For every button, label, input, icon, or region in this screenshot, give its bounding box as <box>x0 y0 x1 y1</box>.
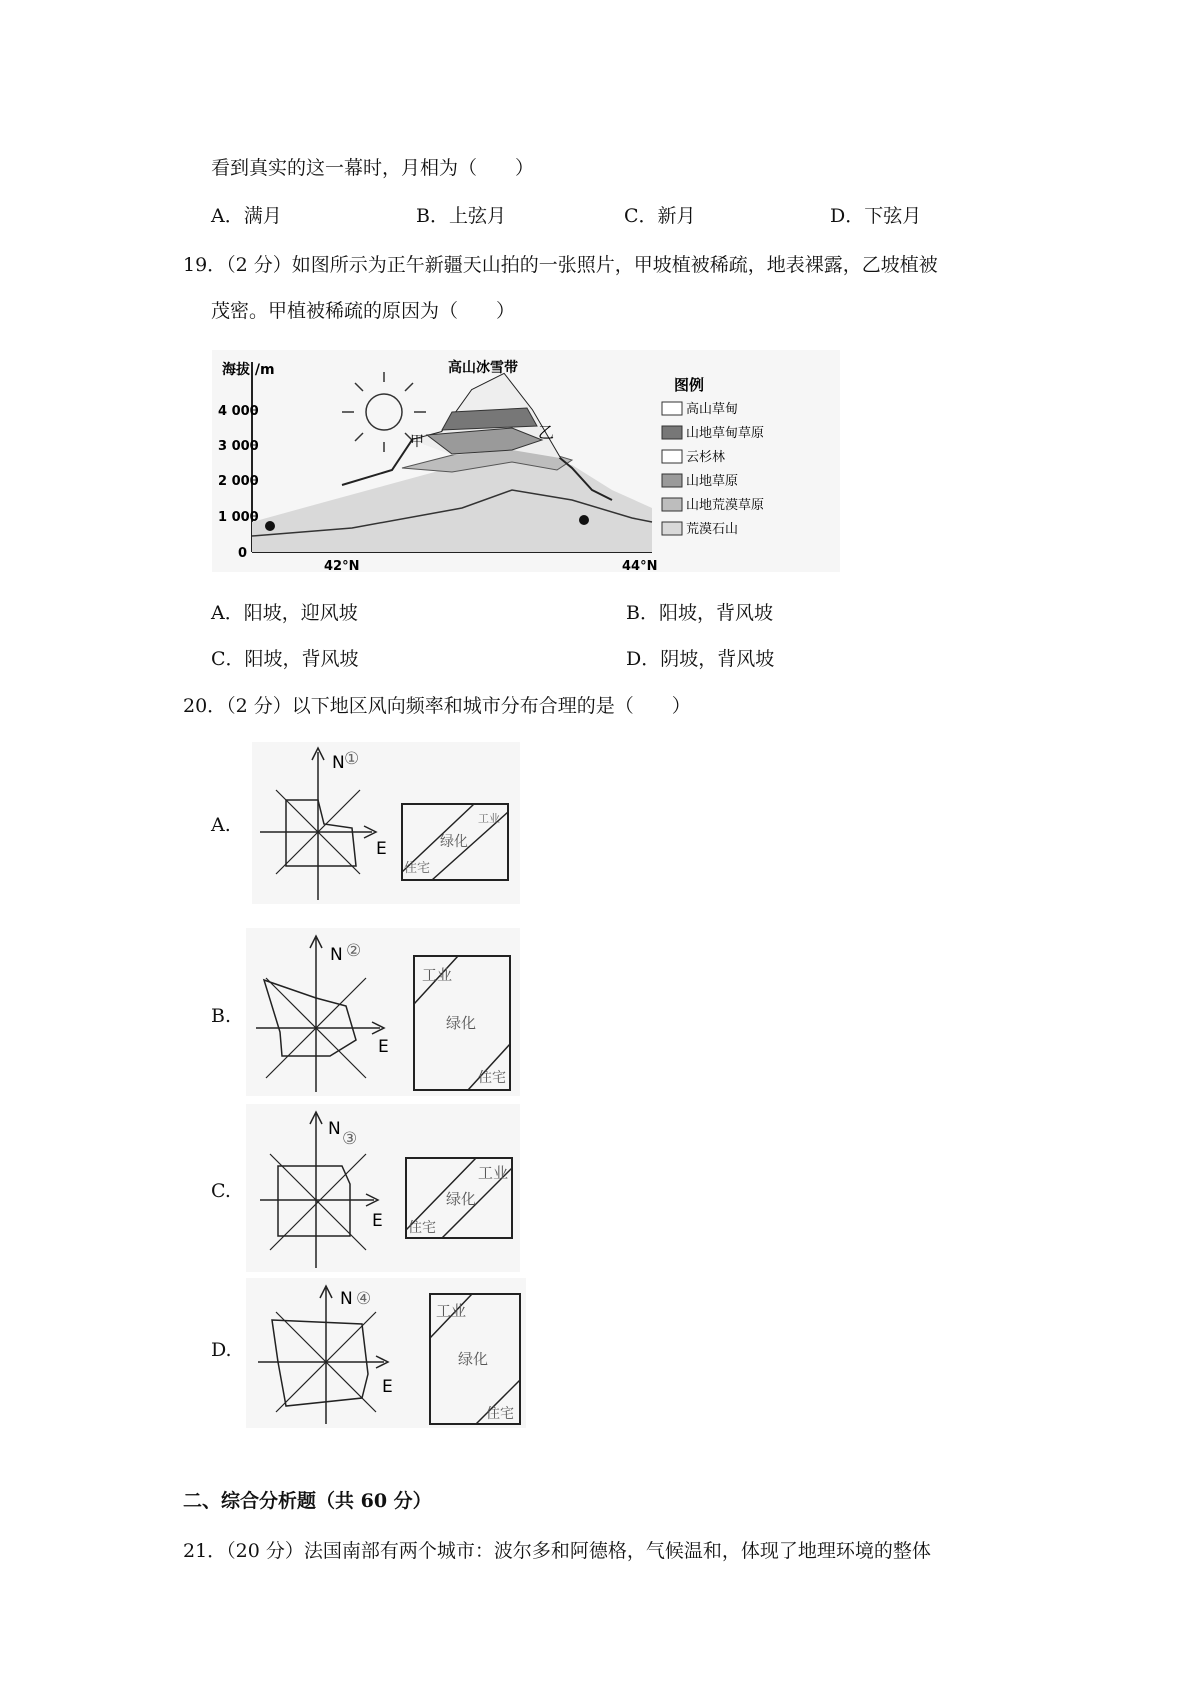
zone-residential: 住宅 <box>404 861 431 876</box>
zone-industry: 工业 <box>478 812 500 825</box>
q21-stem-line1: 21．（20 分）法国南部有两个城市：波尔多和阿德格，气候温和，体现了地理环境的整体 <box>183 1540 931 1562</box>
zone-industry: 工业 <box>478 1164 509 1182</box>
y-axis-label: 海拔 /m <box>222 362 275 378</box>
zone-residential: 住宅 <box>486 1406 514 1422</box>
q18-option-c: C．新月 <box>624 205 696 227</box>
legend-desert-rock: 荒漠石山 <box>686 522 739 537</box>
q19-option-a: A．阳坡，迎风坡 <box>211 602 358 624</box>
legend-title: 图例 <box>674 376 705 394</box>
section-2-title: 二、综合分析题（共 60 分） <box>183 1490 432 1512</box>
slope-b-label: 乙 <box>538 423 555 442</box>
x-tick-44n: 44°N <box>622 559 658 572</box>
y-tick-2000: 2 000 <box>218 474 259 489</box>
q18-option-d: D．下弦月 <box>830 205 922 227</box>
zone-residential: 住宅 <box>478 1070 506 1086</box>
q18-option-b: B．上弦月 <box>416 205 506 227</box>
q20-stem: 20．（2 分）以下地区风向频率和城市分布合理的是（ ） <box>183 695 691 717</box>
legend-alpine-meadow: 高山草甸 <box>686 402 739 417</box>
y-tick-0: 0 <box>238 546 248 561</box>
q20-option-a-figure <box>252 742 520 904</box>
q18-continuation: 看到真实的这一幕时，月相为（ ） <box>211 157 535 179</box>
q19-figure <box>212 350 840 572</box>
q20-option-b-label: B. <box>211 1005 232 1027</box>
east-label: E <box>378 1037 389 1057</box>
diagram-number: ③ <box>342 1129 358 1149</box>
east-label: E <box>382 1377 393 1397</box>
zone-green: 绿化 <box>458 1350 489 1368</box>
q20-option-b-figure <box>246 928 520 1096</box>
zone-industry: 工业 <box>422 966 453 984</box>
y-tick-3000: 3 000 <box>218 439 259 454</box>
river-right-icon <box>579 515 589 525</box>
north-label: N <box>332 753 345 773</box>
q18-option-a: A．满月 <box>211 205 282 227</box>
q19-stem-line1: 19．（2 分）如图所示为正午新疆天山拍的一张照片，甲坡植被稀疏，地表裸露，乙坡植被 <box>183 254 938 276</box>
peak-label: 高山冰雪带 <box>448 360 518 376</box>
q20-option-d-figure <box>246 1278 526 1428</box>
north-label: N <box>328 1119 341 1139</box>
y-tick-4000: 4 000 <box>218 404 259 419</box>
zone-residential: 住宅 <box>408 1220 436 1236</box>
q20-option-c-figure <box>246 1104 520 1272</box>
diagram-number: ② <box>346 941 362 961</box>
q19-stem-line2: 茂密。甲植被稀疏的原因为（ ） <box>211 300 516 322</box>
legend-mountain-steppe: 山地草原 <box>686 474 739 489</box>
zone-industry: 工业 <box>436 1302 467 1320</box>
east-label: E <box>372 1211 383 1231</box>
q20-option-a-label: A. <box>211 814 231 836</box>
slope-a-label: 甲 <box>410 434 424 450</box>
zone-green: 绿化 <box>446 1014 477 1032</box>
q20-option-c-label: C. <box>211 1180 231 1202</box>
legend-meadow-steppe: 山地草甸草原 <box>686 426 765 441</box>
river-left-icon <box>265 521 275 531</box>
north-label: N <box>330 945 343 965</box>
y-tick-1000: 1 000 <box>218 510 259 525</box>
q19-option-d: D．阴坡，背风坡 <box>626 648 775 670</box>
q20-option-d-label: D. <box>211 1339 232 1361</box>
diagram-number: ① <box>344 749 360 769</box>
tianshan-profile-diagram <box>212 350 840 572</box>
legend-desert-steppe: 山地荒漠草原 <box>686 498 765 513</box>
legend-spruce-forest: 云杉林 <box>686 450 726 465</box>
north-label: N <box>340 1289 353 1309</box>
east-label: E <box>376 839 387 859</box>
q19-option-b: B．阳坡，背风坡 <box>626 602 773 624</box>
zone-green: 绿化 <box>446 1190 477 1208</box>
q19-option-c: C．阳坡，背风坡 <box>211 648 359 670</box>
zone-green: 绿化 <box>440 834 468 850</box>
diagram-number: ④ <box>356 1289 372 1309</box>
x-tick-42n: 42°N <box>324 559 360 572</box>
